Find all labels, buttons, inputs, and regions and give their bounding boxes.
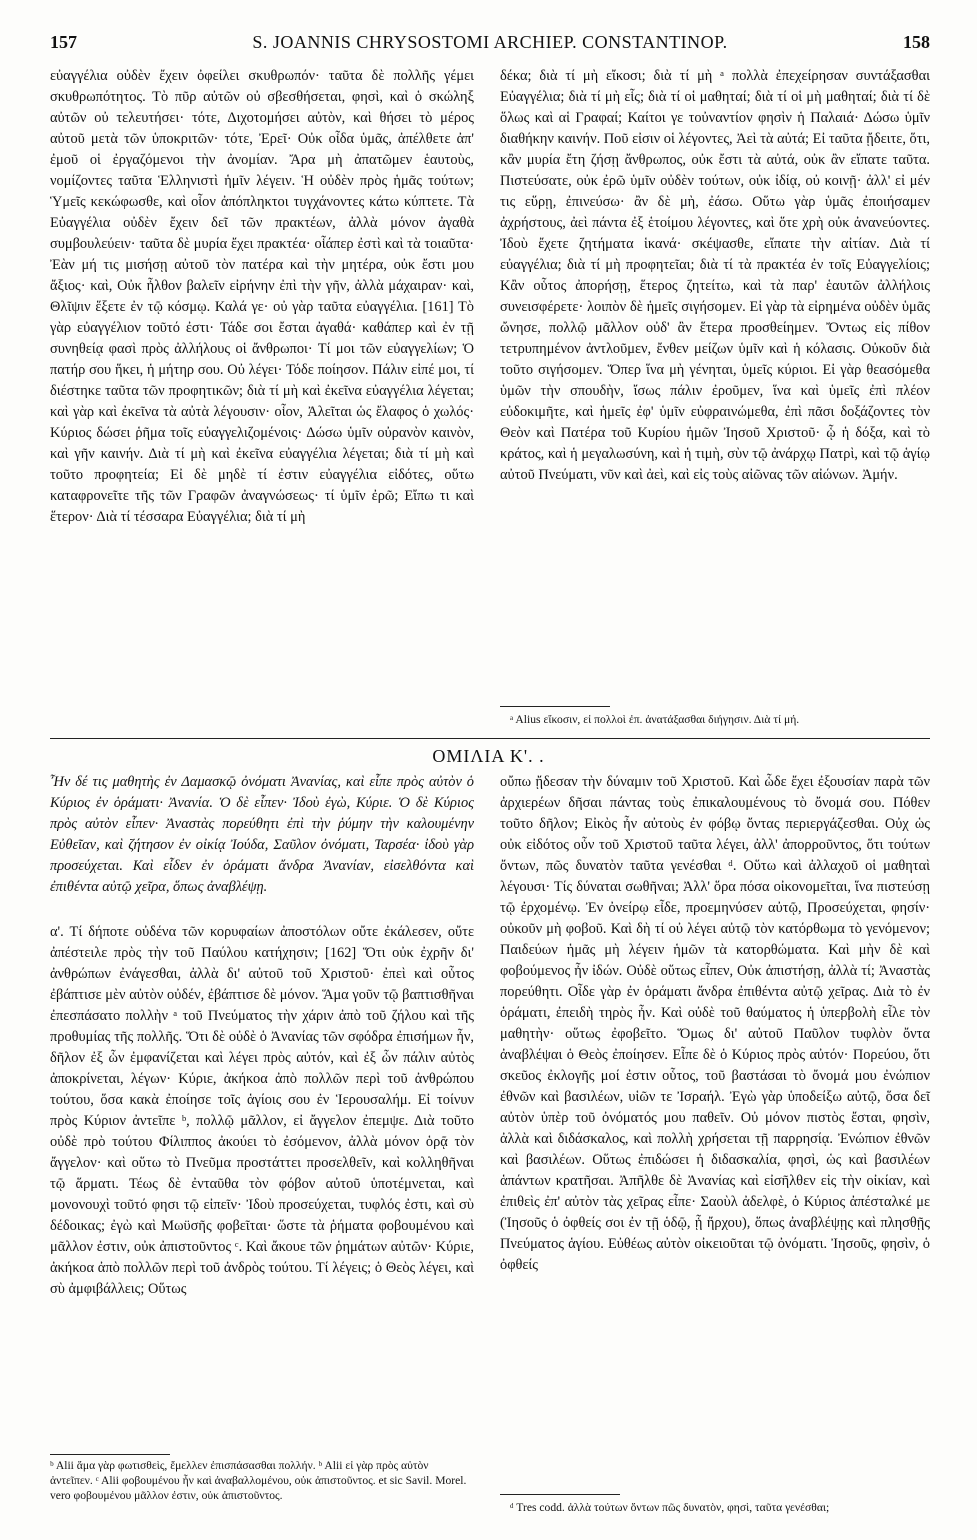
lemma-column — [50, 772, 474, 898]
footnotes-left: ᵇ Alii ἅμα γὰρ φωτισθεὶς, ἔμελλεν ἐπισπάσασθαι πολλήν. ᵇ Alii εἰ γὰρ πρὸς αὐτὸν ἀντεῖπεν. ᶜ Alii φοβουμένου ἦν καὶ ἀναβαλλομένου, οὐκ ἀπιστοῦντος. et sic Savil. Morel. vero φοβουμένου μᾶλλον ἐστιν, οὐκ ἀπιστοῦντος. — [50, 1459, 467, 1502]
footnote-rule-top-right — [500, 706, 610, 707]
running-header — [50, 32, 930, 58]
homily-right-column — [500, 772, 930, 1276]
lemma-text: Ἦν δέ τις μαθητὴς ἐν Δαμασκῷ ὀνόματι Ἀνανίας, καὶ εἶπε πρὸς αὐτὸν ὁ Κύριος ἐν ὁράματι· Ἀνανία. Ὁ δὲ εἶπεν· Ἰδοὺ ἐγὼ, Κύριε. Ὁ δὲ Κύριος πρὸς αὐτὸν εἶπεν· Ἀναστὰς πορεύθητι ἐπὶ τὴν ῥύμην τὴν καλουμένην Εὐθεῖαν, καὶ ζήτησον ἐν οἰκίᾳ Ἰούδα, Σαῦλον ὀνόματι, Ταρσέα· ἰδοὺ γὰρ προσεύχεται. Καὶ εἶδεν ἐν ὁράματι ἄνδρα Ἀνανίαν, εἰσελθόντα καὶ ἐπιθέντα αὐτῷ χεῖρα, ὅπως ἀναβλέψῃ. — [50, 774, 474, 895]
top-right-text: δέκα; διὰ τί μὴ εἴκοσι; διὰ τί μὴ ᵃ πολλὰ ἐπεχείρησαν συντάξασθαι Εὐαγγέλια; διὰ τί μὴ εἷς; διὰ τί οἱ μαθηταί; διὰ τί οἱ μὴ μαθηταί; διὰ τί δὲ ὅλως καὶ αἱ Γραφαί; Καίτοι γε τοὐναντίον φησὶν ἡ Παλαιά· Δώσω ὑμῖν διαθήκην καινήν. Ποῦ εἰσιν οἱ λέγοντες, Ἀεὶ τὰ αὐτά; Εἰ ταῦτα ᾔδειτε, ὅτι, κἂν μυρία ἔτη ζήσῃ ἄνθρωπος, οὐκ ἔστι τὰ αὐτά, οὐκ ἂν εἴπατε ταῦτα. Πιστεύσατε, οὐκ ἐρῶ ὑμῖν οὐδὲν τούτων, οὐκ ἰδίᾳ, οὐ κοινῇ· ἀλλ' εἰ μέν τις εὕρῃ, ἐπινεύσω· ἂν δὲ μὴ, ἐάσω. Οὕτω γὰρ ὑμᾶς ἐποιήσαμεν ἀχρήστους, ἀεὶ πάντα ἐξ ἑτοίμου λέγοντες, καὶ ὅτε χρὴ οὐκ ἀνανεύοντες. Ἰδοὺ ἔχετε ζητήματα ἱκανά· σκέψασθε, εἴπατε τὴν αἰτίαν. Διὰ τί εὐαγγέλια; διὰ τί μὴ προφητεῖαι; διὰ τί τὰ πρακτέα ἐν τοῖς Εὐαγγελίοις; Κἂν οὗτος ἀπορήσῃ, ἕτερος ζητείτω, καὶ τὰ παρ' ἑαυτῶν ἀλλήλοις συνεισφέρετε· λοιπὸν δὲ ἡμεῖς σιγήσομεν. Εἰ γὰρ τὰ εἰρημένα οὐδὲν ὑμᾶς ὤνησε, πολλῷ μᾶλλον οὐδ' ἂν ἕτερα προσθείημεν. Ὄντως εἰς πίθον τετρυπημένον ἀντλοῦμεν, ἔνθεν μείζων ὑμῖν καὶ ἡ κόλασις. Οὐκοῦν διὰ τοῦτο σιγήσομεν. Ὅπερ ἵνα μὴ γένηται, ὑμεῖς κύριοι. Εἰ γὰρ θεασόμεθα ὑμῶν τὴν σπουδὴν, ἴσως πάλιν ἐροῦμεν, ἵνα καὶ ὑμεῖς ἐπὶ πλέον εὐδοκιμῆτε, καὶ ἡμεῖς ἐφ' ὑμῖν εὐφραινώμεθα, ἐπὶ πᾶσι δοξάζοντες τὸν Θεὸν καὶ Πατέρα τοῦ Κυρίου ἡμῶν Ἰησοῦ Χριστοῦ· ᾧ ἡ δόξα, καὶ τὸ κράτος, καὶ ἡ μεγαλωσύνη, καὶ ἡ τιμὴ, σὺν τῷ ἀνάρχῳ Πατρὶ, καὶ τῷ ἁγίῳ αὐτοῦ Πνεύματι, νῦν καὶ ἀεὶ, καὶ εἰς τοὺς αἰῶνας τῶν αἰώνων. Ἀμήν. — [500, 68, 930, 483]
footnote-top-right: ᵃ Alius εἴκοσιν, εἰ πολλοὶ ἐπ. ἀνατάξασθαι διήγησιν. Διὰ τί μή. — [510, 713, 800, 726]
footnote-rule-left — [50, 1454, 170, 1455]
homily-left-body: α'. Τί δήποτε οὐδένα τῶν κορυφαίων ἀποστόλων οὔτε ἐκάλεσεν, οὔτε ἀπέστειλε πρὸς τὴν τοῦ Παύλου κατήχησιν; [162] Ὅτι οὐκ ἐχρῆν δι' ἀνθρώπων ἐνάγεσθαι, ἀλλὰ δι' αὐτοῦ τοῦ Χριστοῦ· ἐπεὶ καὶ οὗτος ἐβάπτισε μὲν αὐτὸν οὐδέν, ἐβάπτισε δὲ μόνον. Ἅμα γοῦν τῷ βαπτισθῆναι ἐπεσπάσατο πολλὴν ᵃ τοῦ Πνεύματος τὴν χάριν ἀπὸ τοῦ ζήλου καὶ τῆς προθυμίας τῆς πολλῆς. Ὅτι δὲ οὐδὲ ὁ Ἀνανίας τῶν σφόδρα ἐπισήμων ἦν, δῆλον ἐξ ὧν ἐμφανίζεται καὶ λέγει πρὸς αὐτόν, καὶ ἐξ ὧν πάλιν αὐτὸς ἀποκρίνεται, λέγων· Κύριε, ἀκήκοα ἀπὸ πολλῶν περὶ τοῦ ἀνθρώπου τούτου, ὅσα κακὰ ἐποίησε τοῖς ἁγίοις σου ἐν Ἱερουσαλήμ. Εἰ τοίνυν πρὸς Κύριον ἀντεῖπε ᵇ, πολλῷ μᾶλλον, εἰ ἄγγελον ἐπεμψε. Διὰ τοῦτο οὐδὲ πρὸ τούτου Φίλιππος ἀκούει τὸ ἐσόμενον, ἀλλὰ μόνον ὁρᾷ τὸν ἄγγελον· καὶ οὕτω τὸ Πνεῦμα προστάττει προσελθεῖν, καὶ κολληθῆναι τῷ ἅρματι. Τέως δὲ ἐνταῦθα τὸν φόβον αὐτοῦ ὑποτέμνεται, καὶ μονονουχὶ τοῦτό φησι τῷ εἰπεῖν· Ἰδοὺ προσεύχεται, τυφλός ἐστι, καὶ σὺ δέδοικας; ἐγὼ καὶ Μωϋσῆς φοβεῖται· ὥστε τὰ ῥήματα φοβουμένου καὶ μᾶλλον ἐστιν, οὐκ ἀπιστοῦντος ᶜ. Καὶ ἄκουε τῶν ῥημάτων αὐτῶν· Κύριε, ἀκήκοα ἀπὸ πολλῶν περὶ τοῦ ἀνδρὸς τούτου. Τί λέγεις; ὁ Θεὸς λέγει, καὶ σὺ ἀμφιβάλλεις; Οὕτως — [50, 924, 474, 1297]
section-divider — [50, 738, 930, 739]
footnote-right: ᵈ Tres codd. ἀλλὰ τούτων ὄντων πῶς δυνατὸν, φησὶ, ταῦτα γενέσθαι; — [510, 1501, 830, 1514]
top-left-text: εὐαγγέλια οὐδὲν ἔχειν ὀφείλει σκυθρωπόν· ταῦτα δὲ πολλῆς γέμει σκυθρωπότητος. Τὸ πῦρ αὐτῶν οὐ σβεσθήσεται, φησὶ, καὶ ὁ σκώληξ αὐτῶν οὐ τελευτήσει· τότε, Διχοτομήσει αὐτὸν, καὶ θήσει τὸ μέρος αὐτοῦ μετὰ τῶν ὑποκριτῶν· τότε, Ἐρεῖ· Οὐκ οἶδα ὑμᾶς, ἀπέλθετε ἀπ' ἐμοῦ οἱ ἐργαζόμενοι τὴν ἀνομίαν. Ἄρα μὴ ἀπατῶμεν ἑαυτοὺς, νομίζοντες ταῦτα Ἑλληνιστὶ ἡμῖν λέγειν. Ἡ οὐδὲν πρὸς ἡμᾶς τούτων; Ὑμεῖς κεκώφωσθε, καὶ οἷον ἀπόπληκτοι τυγχάνοντες κάτω κύπτετε. Τὰ Εὐαγγέλια οὐδὲν ἔχειν δεῖ τῶν πρακτέων, ἀλλὰ μόνον ἀγαθὰ συμβουλεύειν· ταῦτα δὲ μυρία ἔχει πρακτέα· οἷάπερ ἐστὶ καὶ τὰ τοιαῦτα· Ἐὰν μή τις μισήσῃ αὐτοῦ τὸν πατέρα καὶ τὴν μητέρα, οὐκ ἔστι μου ἄξιος· καὶ, Οὐκ ἦλθον βαλεῖν εἰρήνην ἐπὶ τὴν γῆν, ἀλλὰ μάχαιραν· καὶ, Θλῖψιν ἕξετε ἐν τῷ κόσμῳ. Καλά γε· οὐ γὰρ ταῦτα εὐαγγέλια. [161] Τὸ γὰρ εὐαγγέλιον τοῦτό ἐστι· Τάδε σοι ἔσται ἀγαθά· καθάπερ καὶ ἐν τῇ συνηθείᾳ φασὶ πρὸς ἀλλήλους οἱ ἄνθρωποι· Τί μοι τῶν εὐαγγελίων; Ὁ πατήρ σου ἥκει, ἡ μήτηρ σου. Οὐ λέγει· Τόδε ποίησον. Πάλιν εἰπέ μοι, τί διέστηκε ταῦτα τῶν προφητικῶν; διὰ τί μὴ καὶ ἐκεῖνα εὐαγγέλια λέγεται; καὶ γὰρ καὶ ἐκεῖνα τὰ αὐτὰ λέγουσιν· οἷον, Ἀλεῖται ὡς ἔλαφος ὁ χωλός· Κύριος δώσει ῥῆμα τοῖς εὐαγγελιζομένοις· Δώσω ὑμῖν οὐρανὸν καινὸν, καὶ γῆν καινήν. Διὰ τί μὴ καὶ ἐκεῖνα εὐαγγέλια λέγεται; διὰ τί μὴ καὶ τοῦτο προφητεία; Εἰ δὲ μηδὲ τί ἐστιν εὐαγγέλια εἰδότες, οὕτω καταφρονεῖτε τῆς τῶν Γραφῶν ἀναγνώσεως· τί ὑμῖν ἐρῶ; Εἴπω τι καὶ ἕτερον· Διὰ τί τέσσαρα Εὐαγγέλια; διὰ τί μὴ — [50, 68, 474, 525]
running-title: S. JOANNIS CHRYSOSTOMI ARCHIEP. CONSTANTINOP. — [252, 32, 728, 52]
footnote-rule-right — [500, 1494, 620, 1495]
page-number-left: 157 — [50, 32, 77, 52]
top-left-column — [50, 66, 474, 528]
page-number-right: 158 — [903, 32, 930, 52]
top-right-column — [500, 66, 930, 486]
homily-heading: ΟΜΙΛΙΑ Κ'. . — [432, 746, 545, 766]
homily-right-body: οὔπω ᾔδεσαν τὴν δύναμιν τοῦ Χριστοῦ. Καὶ ὧδε ἔχει ἐξουσίαν παρὰ τῶν ἀρχιερέων δῆσαι πάντας τοὺς ἐπικαλουμένους τὸ ὄνομά σου. Πόθεν τοῦτο δῆλον; Εἰκὸς ἦν αὐτοὺς ἐν φόβῳ ὄντας περιεργάζεσθαι. Οὐχ ὡς οὐκ εἰδότος οὖν τοῦ Χριστοῦ ταῦτα λέγει, ἀλλ' ἀπορροῦντος, ὅτι τούτων ὄντων, πῶς δυνατὸν ταῦτα γενέσθαι ᵈ. Οὕτω καὶ ἀλλαχοῦ οἱ μαθηταὶ λέγουσι· Τίς δύναται σωθῆναι; Ἀλλ' ὅρα πόσα οἰκονομεῖται, ἵνα πιστεύσῃ τῷ ἐρχομένῳ. Ἐν ὀνείρῳ εἶδε, προεμηνύσεν αὐτῷ, Προσεύχεται, φησίν· οὐκοῦν μὴ φοβοῦ. Καὶ δὴ τί οὐ λέγει αὐτῷ τὸν κατόρθωμα τὸ γενόμενον; Παιδεύων ἡμᾶς μὴ λέγειν ἡμῶν τὰ κατορθώματα. Καὶ μὴν δὲ καὶ φοβούμενος ἦν ἰδών. Οὐδὲ οὕτως εἶπεν, Οὐκ ἀπιστήσῃ, ἀλλὰ τί; Ἀναστὰς πορεύθητι. Οἶδε γὰρ ἐν ὁράματι ἄνδρα ἐπιθέντα αὐτῷ χεῖρας. Διὰ τὸ ἐν ὁράματι, ἐπειδὴ τηρὸς ἦν. Καὶ οὐδὲ τοῦ θαύματος ἡ ὑπερβολὴ εἷλε τὸν μαθητὴν· οὕτως ἐφοβεῖτο. Ὅμως δι' αὐτοῦ Παῦλον τυφλὸν ὄντα ἀναβλέψαι ὁ Θεὸς ἐποίησεν. Εἶπε δὲ ὁ Κύριος πρὸς αὐτόν· Πορεύου, ὅτι σκεῦος ἐκλογῆς μοί ἐστιν οὗτος, τοῦ βαστάσαι τὸ ὄνομά μου ἐνώπιον ἐθνῶν καὶ βασιλέων, υἱῶν τε Ἰσραήλ. Ἐγὼ γὰρ ὑποδείξω αὐτῷ, ὅσα δεῖ αὐτὸν ὑπὲρ τοῦ ὀνόματός μου παθεῖν. Οὐ μόνον πιστὸς ἔσται, φησὶν, ἀλλὰ καὶ διδάσκαλος, καὶ πολλὴ χρήσεται τῇ παρρησίᾳ. Ἐνώπιον ἐθνῶν καὶ βασιλέων. Οὕτως ἐπιδώσει ἡ διδασκαλία, φησὶ, ὡς καὶ βασιλέων ἁπάντων κρατῆσαι. Ἀπῆλθε δὲ Ἀνανίας καὶ εἰσῆλθεν εἰς τὴν οἰκίαν, καὶ ἐπιθεὶς ἐπ' αὐτὸν τὰς χεῖρας εἶπε· Σαοὺλ ἀδελφὲ, ὁ Κύριος ἀπέσταλκέ με (Ἰησοῦς ὁ ὀφθείς σοι ἐν τῇ ὁδῷ, ᾗ ἤρχου), ὅπως ἀναβλέψῃς καὶ πλησθῇς Πνεύματος ἁγίου. Εὐθέως αὐτὸν οἰκειοῦται τῷ ὀνόματι. Ἰησοῦς, φησὶν, ὁ ὀφθείς — [500, 774, 930, 1273]
